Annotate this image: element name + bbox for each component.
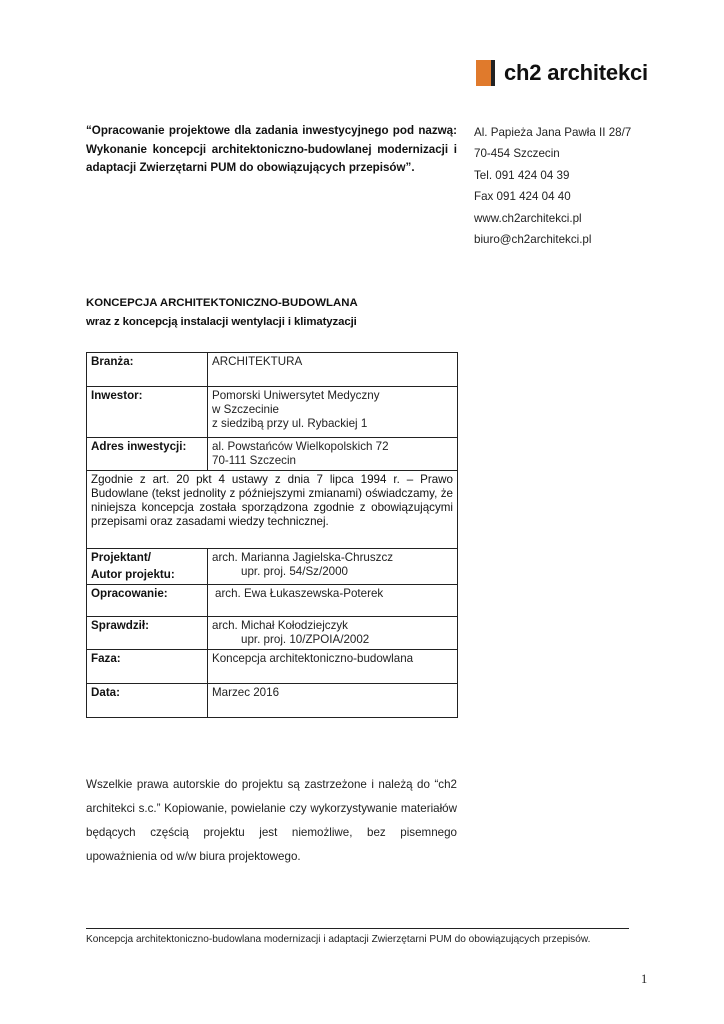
footer-divider [86, 928, 629, 929]
inwestor-line-3: z siedzibą przy ul. Rybackiej 1 [212, 417, 368, 430]
inwestor-line-1: Pomorski Uniwersytet Medyczny [212, 389, 380, 402]
projektant-license: upr. proj. 54/Sz/2000 [241, 565, 348, 578]
inwestor-line-2: w Szczecinie [212, 403, 280, 416]
company-logo [476, 58, 648, 88]
contact-city: 70-454 Szczecin [474, 147, 560, 161]
data-label: Data: [87, 684, 208, 718]
table-row-inwestor [87, 387, 458, 438]
projektant-name: arch. Marianna Jagielska-Chruszcz [212, 551, 394, 564]
page-number: 1 [641, 972, 648, 986]
projektant-label-line-1: Projektant/ [91, 551, 151, 564]
table-row-branza [87, 353, 458, 387]
table-row-opracowanie [87, 585, 458, 617]
copyright-paragraph: Wszelkie prawa autorskie do projektu są zastrzeżone i należą do “ch2 architekci s.c.” Kopiowanie, powielanie czy wykorzystywanie materiałów będących częścią projektu jest niemożliwe, bez pisemnego upoważnienia od w/w biura projektowego. [86, 778, 457, 863]
projektant-label [87, 549, 208, 585]
sprawdzil-label: Sprawdził: [87, 617, 208, 650]
table-row-projektant [87, 549, 458, 585]
adres-line-2: 70-111 Szczecin [212, 454, 296, 467]
contact-email: biuro@ch2architekci.pl [474, 233, 592, 247]
legal-statement: Zgodnie z art. 20 pkt 4 ustawy z dnia 7 lipca 1994 r. – Prawo Budowlane (tekst jednolity z późniejszymi zmianami) oświadczamy, że niniejsza koncepcja została sporządzona zgodnie z obowiązującymi przepisami oraz zasadami wiedzy technicznej. [87, 471, 458, 549]
sprawdzil-license: upr. proj. 10/ZPOIA/2002 [241, 633, 370, 646]
faza-label: Faza: [87, 650, 208, 684]
adres-label: Adres inwestycji: [87, 438, 208, 471]
table-row-data [87, 684, 458, 718]
faza-value: Koncepcja architektoniczno-budowlana [208, 650, 458, 684]
branza-value: ARCHITEKTURA [208, 353, 458, 387]
contact-tel: Tel. 091 424 04 39 [474, 168, 570, 182]
project-info-table [86, 352, 458, 718]
branza-label: Branża: [87, 353, 208, 387]
table-row-legal [87, 471, 458, 549]
projektant-label-line-2: Autor projektu: [91, 568, 175, 581]
opracowanie-label: Opracowanie: [87, 585, 208, 617]
table-row-sprawdzil [87, 617, 458, 650]
section-subtitle: wraz z koncepcją instalacji wentylacji i klimatyzacji [86, 316, 357, 328]
projektant-value [208, 549, 458, 585]
table-row-adres [87, 438, 458, 471]
table-row-faza [87, 650, 458, 684]
logo-mark-icon [476, 60, 496, 86]
inwestor-value [208, 387, 458, 438]
project-title-paragraph: “Opracowanie projektowe dla zadania inwestycyjnego pod nazwą: Wykonanie koncepcji architektoniczno-budowlanej modernizacji i adaptacji Zwierzętarni PUM do obowiązujących przepisów”. [86, 124, 457, 175]
contact-fax: Fax 091 424 04 40 [474, 190, 571, 204]
contact-block [474, 122, 674, 250]
data-value: Marzec 2016 [208, 684, 458, 718]
opracowanie-value [208, 585, 458, 617]
adres-value [208, 438, 458, 471]
logo-text: ch2 architekci [504, 60, 648, 85]
sprawdzil-name: arch. Michał Kołodziejczyk [212, 619, 348, 632]
adres-line-1: al. Powstańców Wielkopolskich 72 [212, 440, 389, 453]
contact-website: www.ch2architekci.pl [474, 211, 582, 225]
inwestor-label: Inwestor: [87, 387, 208, 438]
sprawdzil-value [208, 617, 458, 650]
opracowanie-name: arch. Ewa Łukaszewska-Poterek [215, 587, 384, 600]
section-title: KONCEPCJA ARCHITEKTONICZNO-BUDOWLANA [86, 297, 358, 309]
footer-text: Koncepcja architektoniczno-budowlana modernizacji i adaptacji Zwierzętarni PUM do obowiązujących przepisów. [86, 934, 591, 945]
contact-address: Al. Papieża Jana Pawła II 28/7 [474, 126, 632, 139]
